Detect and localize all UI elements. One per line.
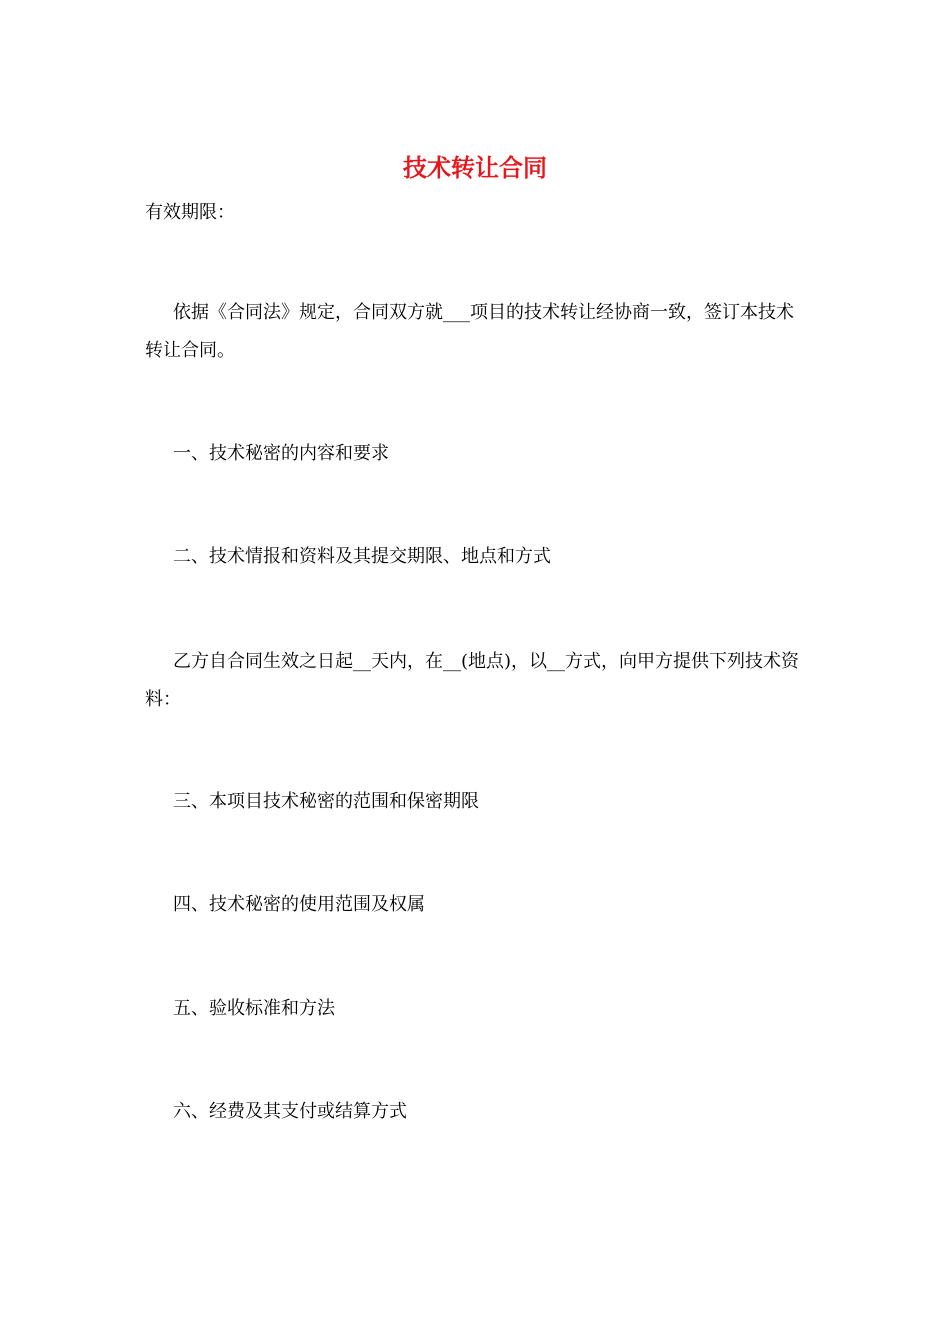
section-heading-3: 三、本项目技术秘密的范围和保密期限 [173, 791, 479, 812]
section-heading-6: 六、经费及其支付或结算方式 [173, 1101, 407, 1122]
document-title: 技术转让合同 [403, 153, 547, 182]
section-heading-5: 五、验收标准和方法 [173, 998, 335, 1019]
section-heading-4: 四、技术秘密的使用范围及权属 [173, 894, 425, 915]
validity-label: 有效期限： [145, 202, 235, 223]
section-heading-1: 一、技术秘密的内容和要求 [173, 443, 389, 464]
delivery-paragraph: 乙方自合同生效之日起__天内，在__(地点)，以__方式，向甲方提供下列技术资料： [145, 651, 800, 710]
intro-paragraph: 依据《合同法》规定，合同双方就___项目的技术转让经协商一致，签订本技术转让合同。 [145, 302, 794, 361]
section-heading-2: 二、技术情报和资料及其提交期限、地点和方式 [173, 546, 551, 567]
